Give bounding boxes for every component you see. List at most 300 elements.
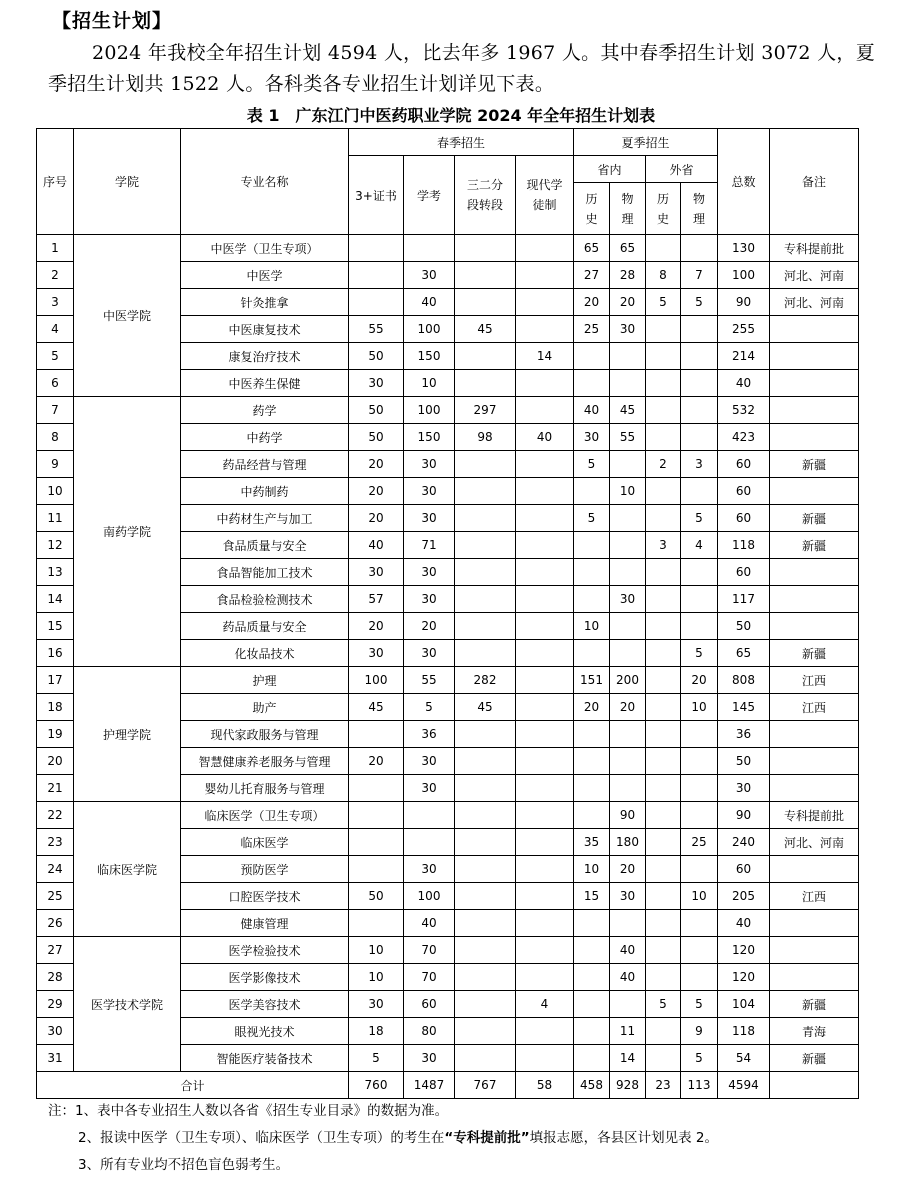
cell-modern — [516, 694, 574, 721]
cell-remark: 河北、河南 — [770, 289, 859, 316]
cell-xuekao — [404, 802, 455, 829]
cell-cert: 20 — [349, 505, 404, 532]
table-caption: 表 1 广东江门中医药职业学院 2024 年全年招生计划表 — [246, 106, 656, 125]
cell-physics-in: 14 — [610, 1045, 646, 1072]
cell-remark — [770, 424, 859, 451]
cell-sanerfen — [455, 802, 516, 829]
cell-sanerfen: 98 — [455, 424, 516, 451]
cell-sanerfen — [455, 856, 516, 883]
cell-xuekao: 40 — [404, 910, 455, 937]
cell-remark — [770, 856, 859, 883]
cell-physics-in: 90 — [610, 802, 646, 829]
cell-total: 532 — [718, 397, 770, 424]
total-cell: 58 — [516, 1072, 574, 1099]
cell-major: 药品经营与管理 — [181, 451, 349, 478]
cell-modern — [516, 397, 574, 424]
cell-xuekao: 100 — [404, 397, 455, 424]
note-2-post: 填报志愿，各县区计划见表 2。 — [529, 1130, 718, 1146]
header-physics-in: 物理 — [610, 183, 646, 235]
cell-sanerfen: 45 — [455, 694, 516, 721]
cell-major: 健康管理 — [181, 910, 349, 937]
cell-modern — [516, 964, 574, 991]
cell-major: 医学检验技术 — [181, 937, 349, 964]
cell-remark: 青海 — [770, 1018, 859, 1045]
header-xuekao: 学考 — [404, 156, 455, 235]
cell-xuekao: 30 — [404, 586, 455, 613]
cell-major: 食品智能加工技术 — [181, 559, 349, 586]
cell-major: 中医学（卫生专项） — [181, 235, 349, 262]
cell-total: 118 — [718, 532, 770, 559]
header-outprov: 外省 — [646, 156, 718, 183]
cell-total: 130 — [718, 235, 770, 262]
cell-xuekao: 71 — [404, 532, 455, 559]
cell-major: 食品质量与安全 — [181, 532, 349, 559]
cell-history-out — [646, 910, 681, 937]
cell-total: 90 — [718, 289, 770, 316]
cell-history-out — [646, 694, 681, 721]
cell-history-out — [646, 370, 681, 397]
cell-remark: 新疆 — [770, 991, 859, 1018]
cell-physics-out — [681, 775, 718, 802]
cell-remark — [770, 316, 859, 343]
cell-seq: 9 — [37, 451, 74, 478]
cell-history-in: 10 — [574, 613, 610, 640]
cell-xuekao: 150 — [404, 343, 455, 370]
cell-physics-in — [610, 532, 646, 559]
cell-history-out — [646, 1045, 681, 1072]
cell-modern — [516, 505, 574, 532]
cell-major: 预防医学 — [181, 856, 349, 883]
cell-physics-in — [610, 613, 646, 640]
cell-seq: 24 — [37, 856, 74, 883]
cell-major: 食品检验检测技术 — [181, 586, 349, 613]
cell-sanerfen — [455, 343, 516, 370]
cell-modern — [516, 910, 574, 937]
cell-history-in: 30 — [574, 424, 610, 451]
cell-physics-out — [681, 613, 718, 640]
cell-total: 36 — [718, 721, 770, 748]
cell-remark — [770, 910, 859, 937]
cell-physics-in: 65 — [610, 235, 646, 262]
cell-sanerfen — [455, 640, 516, 667]
cell-sanerfen: 282 — [455, 667, 516, 694]
cell-history-out — [646, 613, 681, 640]
cell-history-out — [646, 802, 681, 829]
total-cell: 767 — [455, 1072, 516, 1099]
cell-remark: 河北、河南 — [770, 262, 859, 289]
cell-xuekao: 100 — [404, 883, 455, 910]
cell-physics-in — [610, 721, 646, 748]
cell-total: 808 — [718, 667, 770, 694]
cell-cert: 57 — [349, 586, 404, 613]
cell-total: 100 — [718, 262, 770, 289]
cell-major: 药品质量与安全 — [181, 613, 349, 640]
cell-physics-out — [681, 586, 718, 613]
cell-seq: 3 — [37, 289, 74, 316]
cell-major: 护理 — [181, 667, 349, 694]
cell-physics-out — [681, 856, 718, 883]
cell-seq: 26 — [37, 910, 74, 937]
cell-sanerfen — [455, 478, 516, 505]
cell-remark — [770, 613, 859, 640]
cell-sanerfen — [455, 775, 516, 802]
cell-xuekao: 70 — [404, 964, 455, 991]
intro-paragraph: 2024 年我校全年招生计划 4594 人，比去年多 1967 人。其中春季招生计划 3072 人，夏季招生计划共 1522 人。各科类各专业招生计划详见下表。 — [48, 42, 875, 95]
note-2-bold: “专科提前批” — [444, 1130, 530, 1146]
cell-sanerfen — [455, 289, 516, 316]
cell-modern — [516, 829, 574, 856]
header-summer: 夏季招生 — [574, 129, 718, 156]
cell-cert: 30 — [349, 370, 404, 397]
cell-physics-in: 20 — [610, 289, 646, 316]
cell-remark: 新疆 — [770, 532, 859, 559]
cell-modern — [516, 262, 574, 289]
cell-history-in: 65 — [574, 235, 610, 262]
cell-major: 智能医疗装备技术 — [181, 1045, 349, 1072]
cell-major: 医学美容技术 — [181, 991, 349, 1018]
cell-cert: 50 — [349, 424, 404, 451]
cell-physics-in — [610, 748, 646, 775]
cell-cert — [349, 775, 404, 802]
cell-remark — [770, 964, 859, 991]
cell-cert: 20 — [349, 748, 404, 775]
cell-college: 临床医学院 — [74, 802, 181, 937]
cell-seq: 17 — [37, 667, 74, 694]
cell-physics-out: 3 — [681, 451, 718, 478]
note-1: 注：1、表中各专业招生人数以各省《招生专业目录》的数据为准。 — [48, 1103, 449, 1119]
cell-history-in: 27 — [574, 262, 610, 289]
cell-remark: 新疆 — [770, 640, 859, 667]
cell-cert: 18 — [349, 1018, 404, 1045]
cell-history-out — [646, 424, 681, 451]
cell-remark: 江西 — [770, 694, 859, 721]
cell-sanerfen — [455, 829, 516, 856]
cell-cert — [349, 721, 404, 748]
cell-total: 40 — [718, 370, 770, 397]
cell-physics-out — [681, 478, 718, 505]
cell-modern — [516, 586, 574, 613]
cell-sanerfen — [455, 370, 516, 397]
cell-history-out — [646, 937, 681, 964]
cell-physics-in — [610, 451, 646, 478]
cell-major: 中药材生产与加工 — [181, 505, 349, 532]
cell-cert: 45 — [349, 694, 404, 721]
cell-history-in: 40 — [574, 397, 610, 424]
cell-physics-in: 40 — [610, 964, 646, 991]
cell-seq: 27 — [37, 937, 74, 964]
cell-modern — [516, 235, 574, 262]
note-2 — [48, 1125, 718, 1152]
cell-modern: 40 — [516, 424, 574, 451]
cell-history-in — [574, 1018, 610, 1045]
cell-xuekao: 150 — [404, 424, 455, 451]
cell-sanerfen — [455, 964, 516, 991]
cell-modern — [516, 640, 574, 667]
total-cell — [770, 1072, 859, 1099]
cell-modern — [516, 316, 574, 343]
cell-college: 南药学院 — [74, 397, 181, 667]
cell-xuekao: 30 — [404, 1045, 455, 1072]
total-cell: 113 — [681, 1072, 718, 1099]
cell-cert: 5 — [349, 1045, 404, 1072]
cell-history-in: 151 — [574, 667, 610, 694]
cell-total: 104 — [718, 991, 770, 1018]
cell-physics-out — [681, 748, 718, 775]
cell-history-out — [646, 586, 681, 613]
cell-seq: 4 — [37, 316, 74, 343]
cell-sanerfen — [455, 910, 516, 937]
cell-modern — [516, 802, 574, 829]
cell-total: 255 — [718, 316, 770, 343]
cell-major: 中医养生保健 — [181, 370, 349, 397]
cell-modern: 14 — [516, 343, 574, 370]
cell-total: 118 — [718, 1018, 770, 1045]
cell-sanerfen — [455, 235, 516, 262]
cell-remark — [770, 937, 859, 964]
total-cell: 23 — [646, 1072, 681, 1099]
cell-modern — [516, 667, 574, 694]
cell-cert: 20 — [349, 451, 404, 478]
cell-major: 药学 — [181, 397, 349, 424]
cell-total: 120 — [718, 937, 770, 964]
cell-total: 65 — [718, 640, 770, 667]
cell-modern — [516, 451, 574, 478]
table-body — [37, 235, 859, 1099]
cell-history-out — [646, 316, 681, 343]
header-remark: 备注 — [770, 129, 859, 235]
cell-physics-out — [681, 559, 718, 586]
cell-sanerfen: 297 — [455, 397, 516, 424]
cell-history-out — [646, 235, 681, 262]
cell-major: 中医康复技术 — [181, 316, 349, 343]
cell-history-in — [574, 910, 610, 937]
cell-modern — [516, 613, 574, 640]
cell-physics-out: 10 — [681, 883, 718, 910]
cell-sanerfen — [455, 1018, 516, 1045]
cell-xuekao: 100 — [404, 316, 455, 343]
note-3: 3、所有专业均不招色盲色弱考生。 — [78, 1157, 290, 1173]
cell-sanerfen — [455, 505, 516, 532]
cell-xuekao: 30 — [404, 505, 455, 532]
header-total: 总数 — [718, 129, 770, 235]
cell-history-in: 20 — [574, 289, 610, 316]
cell-physics-out: 4 — [681, 532, 718, 559]
cell-history-out: 3 — [646, 532, 681, 559]
cell-history-out — [646, 829, 681, 856]
cell-physics-in: 20 — [610, 856, 646, 883]
cell-major: 康复治疗技术 — [181, 343, 349, 370]
cell-history-out — [646, 667, 681, 694]
cell-total: 30 — [718, 775, 770, 802]
cell-physics-in: 28 — [610, 262, 646, 289]
cell-remark: 新疆 — [770, 505, 859, 532]
cell-sanerfen — [455, 991, 516, 1018]
cell-physics-out — [681, 910, 718, 937]
cell-physics-out — [681, 370, 718, 397]
cell-physics-out — [681, 964, 718, 991]
cell-cert — [349, 262, 404, 289]
cell-physics-in — [610, 505, 646, 532]
cell-major: 中医学 — [181, 262, 349, 289]
cell-total: 120 — [718, 964, 770, 991]
cell-xuekao: 70 — [404, 937, 455, 964]
cell-seq: 1 — [37, 235, 74, 262]
cell-history-in: 35 — [574, 829, 610, 856]
cell-seq: 14 — [37, 586, 74, 613]
cell-cert: 30 — [349, 559, 404, 586]
cell-physics-out — [681, 721, 718, 748]
header-history-in: 历史 — [574, 183, 610, 235]
cell-remark — [770, 748, 859, 775]
cell-physics-in — [610, 370, 646, 397]
cell-xuekao: 30 — [404, 748, 455, 775]
cell-physics-in: 200 — [610, 667, 646, 694]
cell-physics-out — [681, 397, 718, 424]
cell-physics-in: 30 — [610, 586, 646, 613]
cell-total: 60 — [718, 559, 770, 586]
cell-sanerfen — [455, 586, 516, 613]
cell-remark: 新疆 — [770, 451, 859, 478]
cell-remark — [770, 370, 859, 397]
cell-physics-out: 5 — [681, 289, 718, 316]
cell-physics-in — [610, 640, 646, 667]
cell-seq: 13 — [37, 559, 74, 586]
cell-physics-out: 5 — [681, 991, 718, 1018]
cell-history-in: 25 — [574, 316, 610, 343]
header-college: 学院 — [74, 129, 181, 235]
cell-modern: 4 — [516, 991, 574, 1018]
cell-major: 针灸推拿 — [181, 289, 349, 316]
header-seq: 序号 — [37, 129, 74, 235]
cell-physics-out: 5 — [681, 505, 718, 532]
cell-history-out — [646, 775, 681, 802]
cell-xuekao — [404, 829, 455, 856]
cell-major: 医学影像技术 — [181, 964, 349, 991]
cell-seq: 16 — [37, 640, 74, 667]
total-cell: 1487 — [404, 1072, 455, 1099]
cell-xuekao: 55 — [404, 667, 455, 694]
cell-physics-in: 11 — [610, 1018, 646, 1045]
cell-xuekao: 10 — [404, 370, 455, 397]
cell-physics-out: 9 — [681, 1018, 718, 1045]
cell-history-out — [646, 883, 681, 910]
cell-cert: 55 — [349, 316, 404, 343]
cell-xuekao: 60 — [404, 991, 455, 1018]
cell-cert: 50 — [349, 397, 404, 424]
cell-history-in — [574, 370, 610, 397]
cell-cert: 10 — [349, 937, 404, 964]
cell-major: 现代家政服务与管理 — [181, 721, 349, 748]
cell-physics-out — [681, 424, 718, 451]
cell-major: 中药制药 — [181, 478, 349, 505]
section-heading: 【招生计划】 — [52, 10, 173, 32]
cell-history-in — [574, 586, 610, 613]
cell-total: 423 — [718, 424, 770, 451]
cell-remark — [770, 559, 859, 586]
cell-seq: 21 — [37, 775, 74, 802]
cell-college: 护理学院 — [74, 667, 181, 802]
cell-cert — [349, 289, 404, 316]
cell-total: 240 — [718, 829, 770, 856]
cell-total: 60 — [718, 451, 770, 478]
cell-cert: 30 — [349, 640, 404, 667]
cell-remark: 河北、河南 — [770, 829, 859, 856]
cell-history-out: 2 — [646, 451, 681, 478]
cell-remark — [770, 721, 859, 748]
cell-history-in — [574, 532, 610, 559]
cell-total: 50 — [718, 748, 770, 775]
cell-history-in — [574, 559, 610, 586]
cell-physics-in: 55 — [610, 424, 646, 451]
cell-major: 智慧健康养老服务与管理 — [181, 748, 349, 775]
cell-xuekao: 30 — [404, 451, 455, 478]
cell-history-out — [646, 397, 681, 424]
cell-sanerfen — [455, 721, 516, 748]
total-cell: 760 — [349, 1072, 404, 1099]
cell-modern — [516, 748, 574, 775]
cell-sanerfen — [455, 532, 516, 559]
cell-physics-in: 20 — [610, 694, 646, 721]
cell-seq: 15 — [37, 613, 74, 640]
cell-history-out — [646, 856, 681, 883]
cell-seq: 2 — [37, 262, 74, 289]
cell-sanerfen — [455, 613, 516, 640]
cell-physics-out: 5 — [681, 1045, 718, 1072]
cell-total: 90 — [718, 802, 770, 829]
cell-cert — [349, 910, 404, 937]
cell-remark: 专科提前批 — [770, 802, 859, 829]
total-label: 合计 — [37, 1072, 349, 1099]
cell-history-in — [574, 1045, 610, 1072]
cell-xuekao: 30 — [404, 262, 455, 289]
cell-physics-in — [610, 910, 646, 937]
cell-sanerfen — [455, 883, 516, 910]
notes — [48, 1098, 718, 1179]
cell-physics-out — [681, 235, 718, 262]
cell-history-in — [574, 343, 610, 370]
cell-physics-in: 40 — [610, 937, 646, 964]
cell-history-in — [574, 721, 610, 748]
cell-seq: 19 — [37, 721, 74, 748]
cell-modern — [516, 478, 574, 505]
cell-history-in — [574, 775, 610, 802]
cell-total: 214 — [718, 343, 770, 370]
cell-remark: 江西 — [770, 667, 859, 694]
table-row — [37, 235, 859, 262]
cell-sanerfen — [455, 262, 516, 289]
cell-remark — [770, 586, 859, 613]
cell-xuekao: 30 — [404, 478, 455, 505]
cell-history-out — [646, 559, 681, 586]
cell-cert — [349, 856, 404, 883]
cell-history-out — [646, 721, 681, 748]
cell-physics-out: 5 — [681, 640, 718, 667]
header-physics-out: 物理 — [681, 183, 718, 235]
cell-sanerfen — [455, 451, 516, 478]
cell-history-out: 5 — [646, 289, 681, 316]
table-row — [37, 667, 859, 694]
cell-seq: 11 — [37, 505, 74, 532]
cell-total: 60 — [718, 856, 770, 883]
cell-history-out: 5 — [646, 991, 681, 1018]
cell-physics-in — [610, 343, 646, 370]
cell-history-out — [646, 343, 681, 370]
cell-seq: 25 — [37, 883, 74, 910]
cell-remark — [770, 478, 859, 505]
cell-remark — [770, 343, 859, 370]
cell-history-in: 5 — [574, 505, 610, 532]
cell-xuekao: 40 — [404, 289, 455, 316]
